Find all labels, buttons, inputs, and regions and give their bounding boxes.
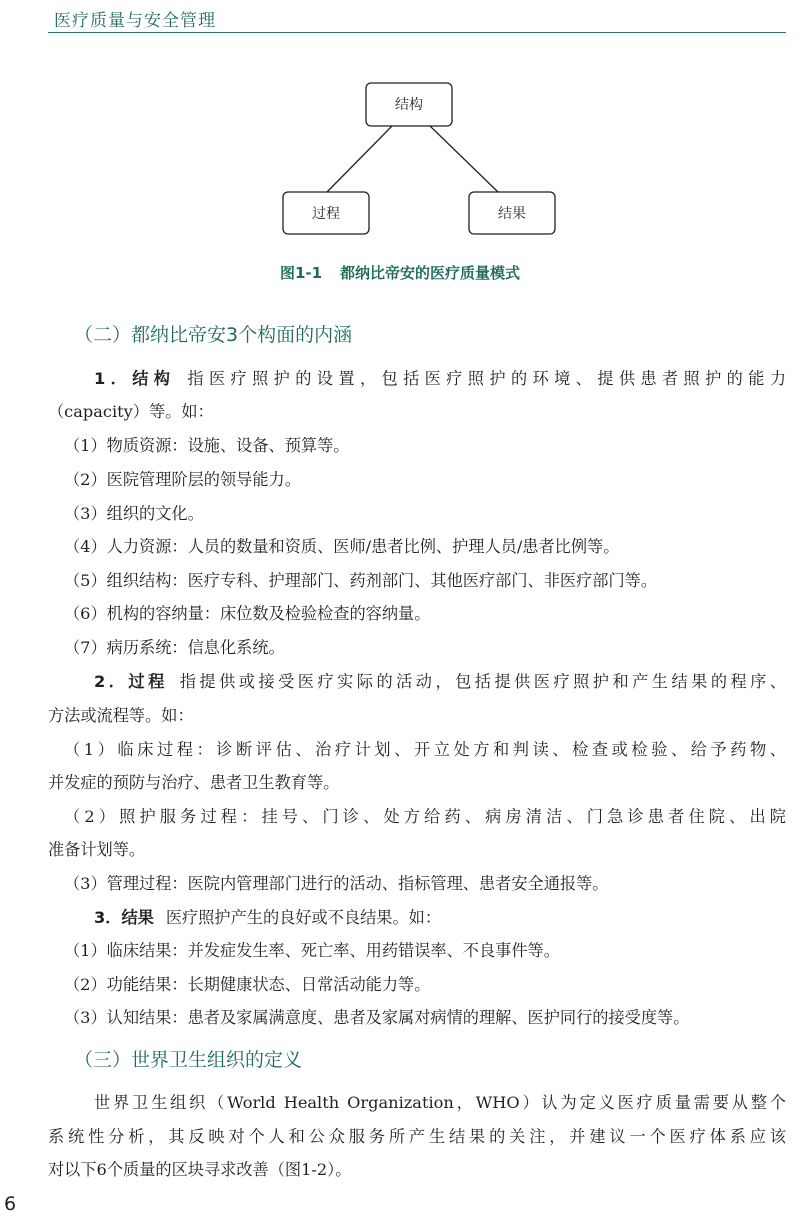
running-head-title: 医疗质量与安全管理 [54,11,216,31]
item1-text1: 指医疗照护的设置，包括医疗照护的环境、提供患者照护的能力 [187,369,787,388]
figure-caption-number: 图1-1 [279,264,323,282]
item1-list-7: （7）病历系统：信息化系统。 [64,638,285,657]
item3-line1 [94,908,441,928]
structure-process-outcome-diagram [0,0,800,300]
item1-line1 [94,369,786,389]
section3-para-line2: 系统性分析，其反映对个人和公众服务所产生结果的关注，并建议一个医疗体系应该 [48,1127,786,1146]
edge-structure-process [327,126,392,192]
item2-list-1a: （1）临床过程：诊断评估、治疗计划、开立处方和判读、检查或检验、给予药物、 [64,740,786,759]
item3-list-2: （2）功能结果：长期健康状态、日常活动能力等。 [64,975,431,994]
item3-list-3: （3）认知结果：患者及家属满意度、患者及家属对病情的理解、医护同行的接受度等。 [64,1008,690,1027]
section3-para-line3: 对以下6个质量的区块寻求改善（图1-2）。 [48,1160,352,1179]
item2-list-2b: 准备计划等。 [48,840,146,859]
edge-structure-outcome [430,126,498,192]
item1-list-5: （5）组织结构：医疗专科、护理部门、药剂部门、其他医疗部门、非医疗部门等。 [64,571,658,590]
item2-list-2a: （2）照护服务过程：挂号、门诊、处方给药、病房清洁、门急诊患者住院、出院 [64,807,786,826]
item1-list-1: （1）物质资源：设施、设备、预算等。 [64,436,350,455]
item1-title: 1．结构 [94,369,176,388]
item2-title: 2．过程 [94,672,168,691]
figure-caption [0,262,800,283]
item2-text2: 方法或流程等。如： [48,706,194,725]
item1-list-6: （6）机构的容纳量：床位数及检验检查的容纳量。 [64,604,431,623]
section-heading-2: （二）都纳比帝安3个构面的内涵 [74,324,353,346]
item1-list-4: （4）人力资源：人员的数量和资质、医师/患者比例、护理人员/患者比例等。 [64,537,620,556]
item2-text1: 指提供或接受医疗实际的活动，包括提供医疗照护和产生结果的程序、 [179,672,787,691]
item2-list-1b: 并发症的预防与治疗、患者卫生教育等。 [48,773,340,792]
item3-list-1: （1）临床结果：并发症发生率、死亡率、用药错误率、不良事件等。 [64,941,560,960]
item1-list-3: （3）组织的文化。 [64,504,204,523]
node-structure-label: 结构 [395,97,423,113]
item2-list-3: （3）管理过程：医院内管理部门进行的活动、指标管理、患者安全通报等。 [64,874,609,893]
item1-text2: （capacity）等。如： [48,402,214,421]
node-process-label: 过程 [312,206,340,222]
section3-para-line1: 世界卫生组织（World Health Organization，WHO）认为定义医疗质量需要从整个 [94,1093,786,1112]
figure-caption-text: 都纳比帝安的医疗质量模式 [340,264,521,282]
page-number: 6 [4,1193,17,1215]
item1-list-2: （2）医院管理阶层的领导能力。 [64,470,301,489]
node-outcome-label: 结果 [498,206,526,222]
item3-title: 3．结果 [94,908,154,927]
item3-text: 医疗照护产生的良好或不良结果。如： [165,908,442,927]
section-heading-3: （三）世界卫生组织的定义 [74,1049,303,1071]
item2-line1 [94,672,786,692]
